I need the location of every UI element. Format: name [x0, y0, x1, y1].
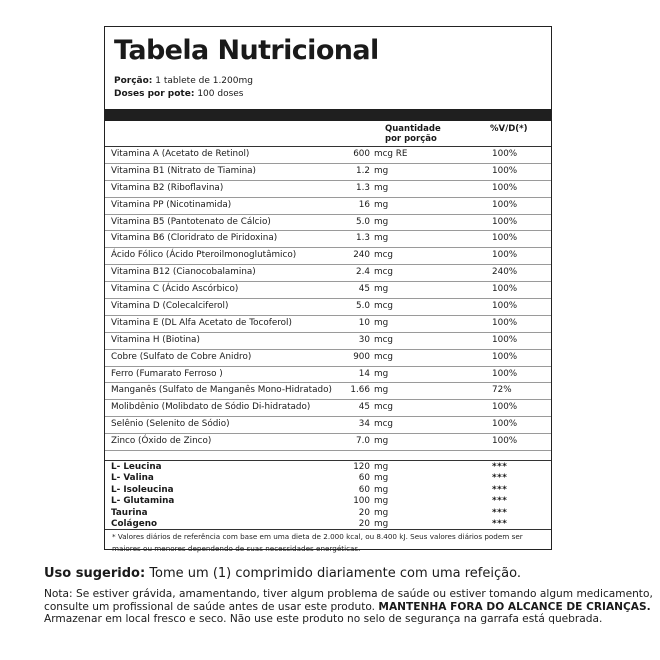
nutrient-unit: mg — [374, 496, 389, 507]
nutrient-name: Vitamina B2 (Riboflavina) — [111, 182, 224, 193]
table-row — [105, 485, 551, 496]
nutrient-name: L- Glutamina — [111, 496, 175, 507]
footnote-divider — [105, 529, 551, 530]
nutrient-name: Cobre (Sulfato de Cobre Anidro) — [111, 351, 252, 362]
table-title: Tabela Nutricional — [114, 35, 379, 66]
nutrient-amount: 60 — [358, 484, 370, 495]
amino-divider — [105, 460, 551, 461]
nutrient-name: Taurina — [111, 507, 148, 518]
serving-info — [114, 75, 253, 101]
nutrient-daily-value: 100% — [492, 436, 518, 447]
nutrient-name: Vitamina E (DL Alfa Acetato de Tocoferol) — [111, 317, 292, 328]
table-row — [105, 473, 551, 484]
portion-label: Porção: — [114, 76, 153, 86]
table-row — [105, 417, 551, 434]
nutrient-daily-value: 100% — [492, 284, 518, 295]
column-header-quantity-line2: por porção — [385, 134, 437, 144]
nutrient-unit: mg — [374, 436, 389, 447]
footnote: * Valores diários de referência com base em uma dieta de 2.000 kcal, ou 8.400 kJ. Seus valores diários podem ser maiores ou menores dependendo de suas necessidades energéticas. — [112, 532, 523, 553]
nutrient-amount: 45 — [358, 284, 370, 295]
nutrition-table — [104, 26, 552, 553]
nutrient-amount: 30 — [358, 334, 370, 345]
nutrient-daily-value: 100% — [492, 199, 518, 210]
nutrient-name: Vitamina C (Ácido Ascórbico) — [111, 284, 239, 295]
nutrient-name: Vitamina B6 (Cloridrato de Piridoxina) — [111, 233, 278, 244]
nutrient-daily-value: 240% — [492, 267, 518, 278]
nutrient-unit: mcg — [374, 402, 393, 413]
note-line-1: Nota: Se estiver grávida, amamentando, tiver algum problema de saúde ou estiver tomando algum medicamento, — [44, 588, 653, 600]
nutrient-unit: mg — [374, 507, 389, 518]
nutrient-name: Colágeno — [111, 518, 158, 529]
table-row — [105, 400, 551, 417]
table-row — [105, 265, 551, 282]
nutrient-daily-value: 100% — [492, 149, 518, 159]
nutrient-amount: 1.2 — [356, 165, 370, 176]
nutrient-daily-value: *** — [492, 462, 508, 472]
nutrient-unit: mg — [374, 216, 389, 227]
nutrient-name: Vitamina H (Biotina) — [111, 334, 200, 345]
table-row — [105, 164, 551, 181]
nutrient-name: Selênio (Selenito de Sódio) — [111, 419, 230, 430]
nutrient-unit: mg — [374, 199, 389, 210]
nutrient-amount: 20 — [358, 507, 370, 518]
nutrient-daily-value: 100% — [492, 419, 518, 430]
nutrient-name: Vitamina PP (Nicotinamida) — [111, 199, 232, 210]
nutrient-amount: 5.0 — [356, 216, 370, 227]
portion-value: 1 tablete de 1.200mg — [155, 76, 253, 86]
nutrient-amount: 7.0 — [356, 436, 370, 447]
nutrient-amount: 1.3 — [356, 233, 370, 244]
nutrient-daily-value: 100% — [492, 216, 518, 227]
doses-label: Doses por pote: — [114, 89, 195, 99]
column-header-quantity-line1: Quantidade — [385, 124, 441, 134]
nutrient-unit: mg — [374, 233, 389, 244]
nutrient-amount: 240 — [353, 250, 370, 261]
table-row — [105, 147, 551, 164]
suggested-use — [44, 566, 521, 581]
nutrient-daily-value: 100% — [492, 351, 518, 362]
column-header-quantity — [385, 124, 441, 144]
nutrient-name: L- Isoleucina — [111, 484, 174, 495]
nutrient-amount: 120 — [353, 462, 370, 472]
table-row — [105, 231, 551, 248]
nutrient-name: Manganês (Sulfato de Manganês Mono-Hidratado) — [111, 385, 332, 396]
nutrient-name: Ferro (Fumarato Ferroso ) — [111, 368, 223, 379]
nutrient-name: Vitamina A (Acetato de Retinol) — [111, 149, 250, 159]
table-row — [105, 282, 551, 299]
nutrient-name: Vitamina D (Colecalciferol) — [111, 301, 229, 312]
nutrient-amount: 34 — [358, 419, 370, 430]
amino-acid-rows — [105, 462, 551, 530]
nutrient-unit: mg — [374, 284, 389, 295]
table-row — [105, 383, 551, 400]
header-bar — [105, 109, 551, 121]
nutrient-daily-value: *** — [492, 518, 508, 529]
table-row — [105, 181, 551, 198]
nutrient-daily-value: *** — [492, 507, 508, 518]
table-row — [105, 198, 551, 215]
nutrient-amount: 2.4 — [356, 267, 370, 278]
nutrient-amount: 20 — [358, 518, 370, 529]
nutrient-daily-value: 100% — [492, 317, 518, 328]
table-row — [105, 350, 551, 367]
doses-value: 100 doses — [197, 89, 244, 99]
nutrient-unit: mcg — [374, 419, 393, 430]
nutrient-daily-value: *** — [492, 484, 508, 495]
table-row — [105, 508, 551, 519]
nutrient-amount: 1.66 — [350, 385, 370, 396]
nutrient-daily-value: *** — [492, 496, 508, 507]
nutrient-name: L- Valina — [111, 473, 154, 484]
suggested-use-text: Tome um (1) comprimido diariamente com uma refeição. — [149, 566, 521, 581]
nutrient-daily-value: 100% — [492, 182, 518, 193]
note-line-2 — [44, 600, 651, 614]
note-warning-bold: MANTENHA FORA DO ALCANCE DE CRIANÇAS. — [378, 600, 651, 613]
table-row — [105, 434, 551, 451]
nutrient-amount: 600 — [353, 149, 370, 159]
nutrient-unit: mcg — [374, 334, 393, 345]
nutrient-name: Ácido Fólico (Ácido Pteroilmonoglutâmico) — [111, 250, 297, 261]
nutrient-daily-value: 100% — [492, 368, 518, 379]
nutrient-amount: 60 — [358, 473, 370, 484]
nutrient-amount: 16 — [358, 199, 370, 210]
nutrient-daily-value: *** — [492, 473, 508, 484]
nutrient-unit: mg — [374, 462, 389, 472]
nutrient-daily-value: 100% — [492, 165, 518, 176]
table-row — [105, 462, 551, 473]
nutrient-name: L- Leucina — [111, 462, 162, 472]
nutrient-unit: mg — [374, 473, 389, 484]
note-line-2-text: consulte um profissional de saúde antes de usar este produto. — [44, 600, 376, 613]
table-row — [105, 316, 551, 333]
table-row — [105, 248, 551, 265]
nutrient-name: Vitamina B1 (Nitrato de Tiamina) — [111, 165, 256, 176]
nutrient-daily-value: 100% — [492, 334, 518, 345]
nutrient-unit: mg — [374, 317, 389, 328]
portion-line — [114, 75, 253, 88]
nutrient-daily-value: 100% — [492, 402, 518, 413]
nutrient-daily-value: 100% — [492, 233, 518, 244]
nutrient-unit: mg — [374, 484, 389, 495]
suggested-use-label: Uso sugerido: — [44, 566, 146, 581]
nutrient-amount: 14 — [358, 368, 370, 379]
nutrient-amount: 5.0 — [356, 301, 370, 312]
table-row — [105, 496, 551, 507]
nutrient-unit: mg — [374, 368, 389, 379]
nutrient-daily-value: 100% — [492, 301, 518, 312]
nutrient-unit: mcg — [374, 267, 393, 278]
doses-line — [114, 88, 253, 101]
note-line-3: Armazenar em local fresco e seco. Não use este produto no selo de segurança na garrafa está quebrada. — [44, 613, 603, 625]
table-row — [105, 367, 551, 384]
nutrient-amount: 45 — [358, 402, 370, 413]
warning-note — [44, 588, 653, 626]
nutrient-name: Molibdênio (Molibdato de Sódio Di-hidratado) — [111, 402, 311, 413]
nutrient-amount: 10 — [358, 317, 370, 328]
nutrient-name: Vitamina B12 (Cianocobalamina) — [111, 267, 256, 278]
nutrient-unit: mcg RE — [374, 149, 408, 159]
nutrient-unit: mcg — [374, 301, 393, 312]
column-header-daily-value: %V/D(*) — [490, 124, 528, 134]
nutrient-unit: mcg — [374, 250, 393, 261]
table-row — [105, 299, 551, 316]
nutrient-unit: mcg — [374, 351, 393, 362]
nutrient-rows — [105, 147, 551, 451]
nutrient-amount: 1.3 — [356, 182, 370, 193]
nutrient-amount: 100 — [353, 496, 370, 507]
nutrient-name: Vitamina B5 (Pantotenato de Cálcio) — [111, 216, 271, 227]
nutrient-unit: mg — [374, 385, 389, 396]
nutrient-daily-value: 100% — [492, 250, 518, 261]
nutrient-daily-value: 72% — [492, 385, 512, 396]
nutrient-unit: mg — [374, 165, 389, 176]
table-row — [105, 215, 551, 232]
table-row — [105, 333, 551, 350]
nutrient-name: Zinco (Óxido de Zinco) — [111, 436, 212, 447]
nutrient-unit: mg — [374, 182, 389, 193]
nutrient-unit: mg — [374, 518, 389, 529]
nutrient-amount: 900 — [353, 351, 370, 362]
